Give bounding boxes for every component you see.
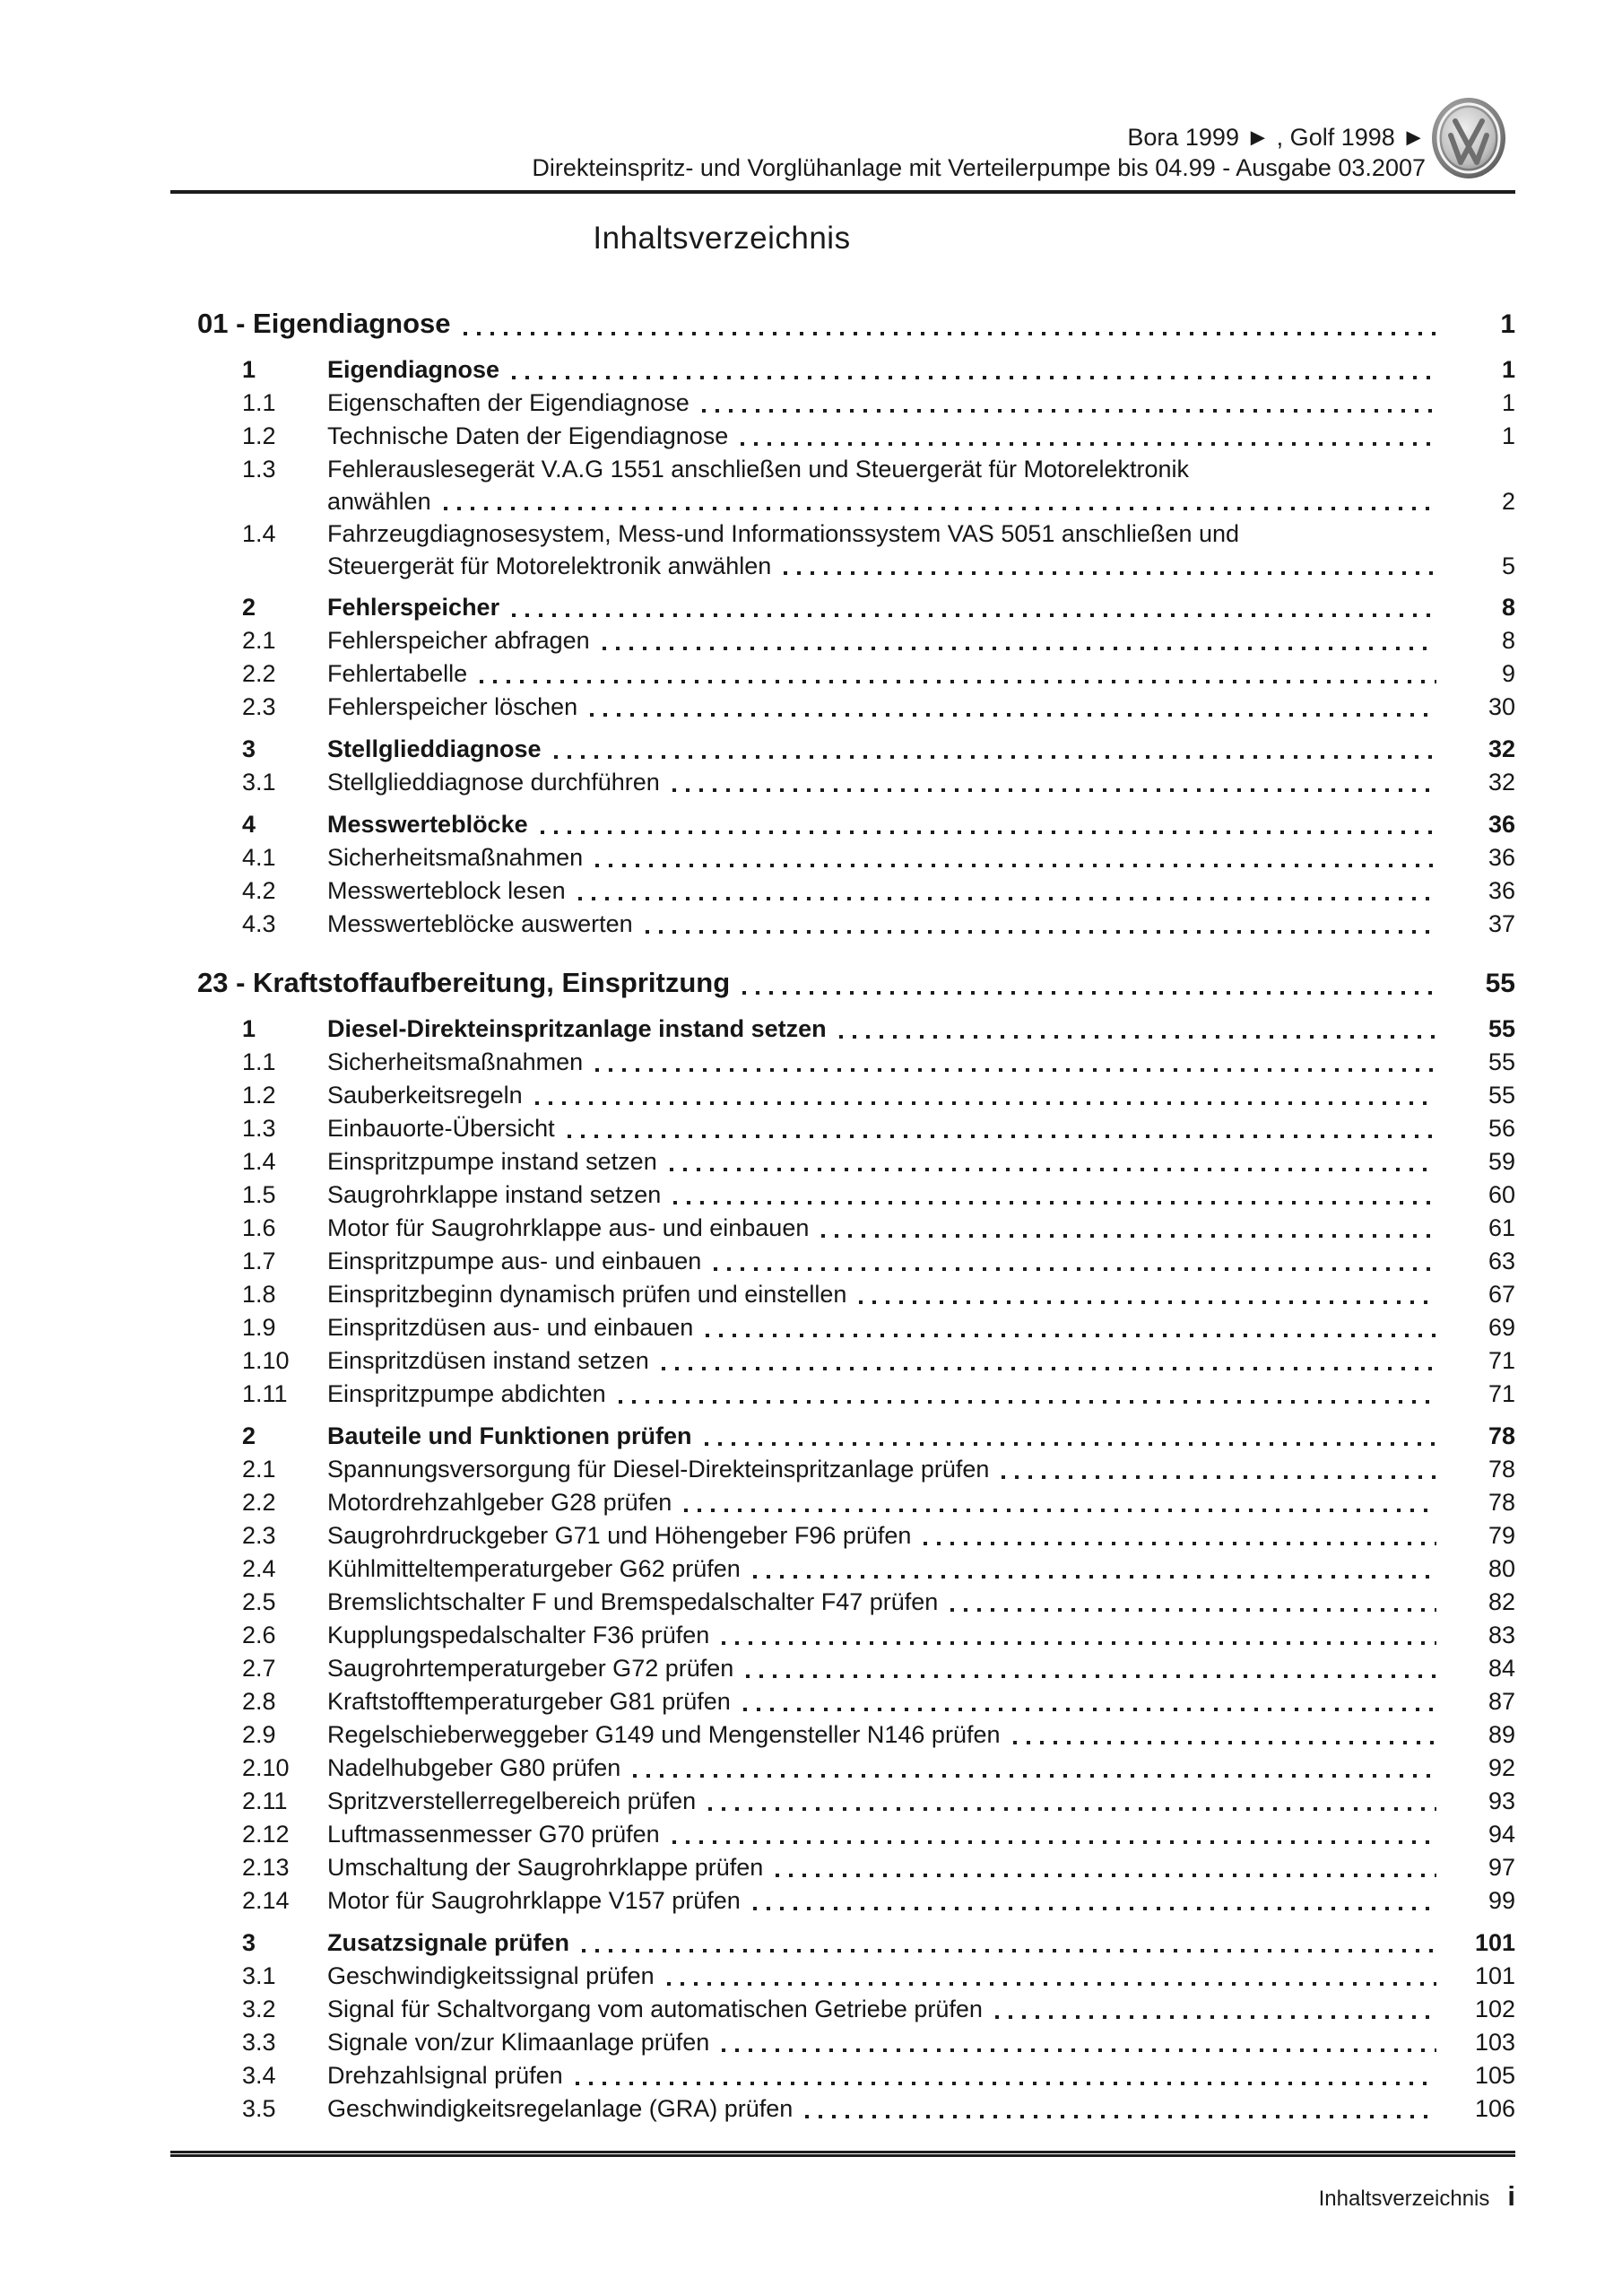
toc-page-number: 36 xyxy=(1488,811,1515,838)
toc-entry-row xyxy=(170,1993,1515,2026)
toc-entry-number: 4.3 xyxy=(242,910,276,937)
toc-entry-title: Kühlmitteltemperaturgeber G62 prüfen xyxy=(327,1555,741,1582)
toc-page-number: 56 xyxy=(1488,1115,1515,1142)
toc-page-number: 105 xyxy=(1474,2062,1515,2089)
toc-entry-row xyxy=(170,1453,1515,1486)
toc-section xyxy=(170,303,1515,941)
toc-entry-title: Einspritzpumpe aus- und einbauen xyxy=(327,1248,702,1274)
dot-leader xyxy=(743,1708,1436,1711)
toc-page-number: 9 xyxy=(1501,660,1515,687)
toc-page-number: 78 xyxy=(1488,1489,1515,1516)
toc-entry-number: 2.11 xyxy=(242,1787,288,1814)
toc-entry-title: Sauberkeitsregeln xyxy=(327,1082,523,1109)
toc-entry-number: 4 xyxy=(242,811,256,838)
toc-page-number: 71 xyxy=(1488,1380,1515,1407)
dot-leader xyxy=(554,755,1436,759)
toc-entry-title: Nadelhubgeber G80 prüfen xyxy=(327,1754,621,1781)
toc-page-number: 8 xyxy=(1501,594,1515,621)
dot-leader xyxy=(753,1575,1436,1578)
dot-leader xyxy=(746,1674,1436,1678)
dot-leader xyxy=(705,1442,1437,1446)
toc-entry-title: Steuergerät für Motorelektronik anwählen xyxy=(327,552,772,579)
toc-entry-number: 1.3 xyxy=(242,456,276,483)
toc-entry-title: Einbauorte-Übersicht xyxy=(327,1115,555,1142)
toc-entry-number: 3.1 xyxy=(242,769,276,796)
toc-entry-row xyxy=(170,808,1515,841)
toc-page-number: 103 xyxy=(1474,2029,1515,2056)
toc-entry-row xyxy=(170,1420,1515,1453)
toc-page-number: 106 xyxy=(1474,2095,1515,2122)
toc-page-number: 55 xyxy=(1488,1082,1515,1109)
toc-entry-title: Kupplungspedalschalter F36 prüfen xyxy=(327,1622,710,1648)
toc-entry-row xyxy=(170,691,1515,724)
toc-entry-row xyxy=(170,766,1515,799)
toc-entry-number: 2.13 xyxy=(242,1854,290,1881)
toc-entry-title: Bremslichtschalter F und Bremspedalschalter F47 prüfen xyxy=(327,1588,939,1615)
toc-entry-row xyxy=(170,1884,1515,1918)
toc-page-number: 32 xyxy=(1488,769,1515,796)
toc-entry-row xyxy=(170,1178,1515,1212)
footer-page-number: i xyxy=(1507,2180,1515,2212)
toc-entry-number: 2.6 xyxy=(242,1622,276,1648)
toc-entry-title: Diesel-Direkteinspritzanlage instand setzen xyxy=(327,1015,827,1042)
toc-page-number: 59 xyxy=(1488,1148,1515,1175)
toc-entry-title: Signal für Schaltvorgang vom automatischen Getriebe prüfen xyxy=(327,1996,983,2022)
toc-entry-title: Umschaltung der Saugrohrklappe prüfen xyxy=(327,1854,764,1881)
toc-page-number: 93 xyxy=(1488,1787,1515,1814)
toc-entry-number: 2.2 xyxy=(242,1489,276,1516)
toc-entry-row xyxy=(170,387,1515,420)
toc-entry-row xyxy=(170,1619,1515,1652)
toc-entry-row xyxy=(170,1145,1515,1178)
toc-entry-number: 1.7 xyxy=(242,1248,276,1274)
toc-page-number: 92 xyxy=(1488,1754,1515,1781)
toc-entry-row xyxy=(170,1851,1515,1884)
footer-label: Inhaltsverzeichnis xyxy=(1318,2187,1490,2211)
toc-entry-row xyxy=(170,1752,1515,1785)
toc-entry-title: Eigenschaften der Eigendiagnose xyxy=(327,389,690,416)
toc-entry-number: 2 xyxy=(242,1422,256,1449)
toc-entry-number: 1.4 xyxy=(242,1148,276,1175)
toc-page-number: 78 xyxy=(1488,1422,1515,1449)
toc-entry-number: 2.5 xyxy=(242,1588,276,1615)
toc-entry-title: Technische Daten der Eigendiagnose xyxy=(327,422,729,449)
toc-page-number: 2 xyxy=(1501,488,1515,515)
toc-entry-row xyxy=(170,1046,1515,1079)
toc-entry-row xyxy=(170,624,1515,657)
toc-entry-title: Fehlertabelle xyxy=(327,660,468,687)
toc-entry-number: 1.9 xyxy=(242,1314,276,1341)
toc-entry-number: 2.8 xyxy=(242,1688,276,1715)
dot-leader xyxy=(512,376,1436,379)
toc-entry-row xyxy=(170,1344,1515,1378)
toc-entry-number: 2.14 xyxy=(242,1887,290,1914)
toc-entry-title: Messwerteblock lesen xyxy=(327,877,566,904)
toc-entry-number: 1.1 xyxy=(242,389,276,416)
toc-entry-number: 1.2 xyxy=(242,422,276,449)
toc-entry-row xyxy=(170,1685,1515,1718)
toc-entry-row xyxy=(170,733,1515,766)
toc-entry-number: 1.2 xyxy=(242,1082,276,1109)
dot-leader xyxy=(595,1068,1436,1072)
page-header xyxy=(170,0,1515,194)
toc-entry-number: 3.3 xyxy=(242,2029,276,2056)
dot-leader xyxy=(742,991,1436,995)
dot-leader xyxy=(950,1608,1436,1612)
toc-page-number: 1 xyxy=(1501,356,1515,383)
toc-entry-row xyxy=(170,353,1515,387)
dot-leader xyxy=(722,2048,1436,2052)
toc-entry-title: Einspritzdüsen aus- und einbauen xyxy=(327,1314,694,1341)
toc-entry-title: Messwerteblöcke xyxy=(327,811,528,838)
toc-entry-title: Kraftstofftemperaturgeber G81 prüfen xyxy=(327,1688,731,1715)
toc-page-number: 55 xyxy=(1488,1015,1515,1042)
toc-entry-row xyxy=(170,1552,1515,1586)
toc-entry-title: Fehlerauslesegerät V.A.G 1551 anschließen und Steuergerät für Motorelektronik xyxy=(327,456,1190,483)
dot-leader xyxy=(633,1774,1436,1778)
dot-leader xyxy=(444,507,1436,510)
dot-leader xyxy=(839,1035,1436,1039)
toc-entry-number: 2.10 xyxy=(242,1754,290,1781)
toc-entry-number: 3 xyxy=(242,735,256,762)
toc-entry-row xyxy=(170,1960,1515,1993)
dot-leader xyxy=(1013,1741,1437,1744)
toc-entry-title: Regelschieberweggeber G149 und Mengensteller N146 prüfen xyxy=(327,1721,1001,1748)
dot-leader xyxy=(776,1874,1436,1877)
dot-leader xyxy=(541,831,1436,834)
dot-leader xyxy=(1002,1475,1436,1479)
toc-page-number: 84 xyxy=(1488,1655,1515,1682)
toc-entry-title: anwählen xyxy=(327,488,431,515)
toc-entry-title: Einspritzbeginn dynamisch prüfen und einstellen xyxy=(327,1281,847,1308)
toc-entry-title: Fehlerspeicher abfragen xyxy=(327,627,590,654)
toc-page-number: 78 xyxy=(1488,1456,1515,1483)
toc-entry-number: 1.10 xyxy=(242,1347,290,1374)
toc-entry-title: Einspritzdüsen instand setzen xyxy=(327,1347,649,1374)
toc-entry-title: Motor für Saugrohrklappe aus- und einbauen xyxy=(327,1214,810,1241)
toc-entry-number: 1.11 xyxy=(242,1380,288,1407)
footer-rule xyxy=(170,2151,1515,2157)
toc-entry-title: Geschwindigkeitssignal prüfen xyxy=(327,1962,655,1989)
toc-page-number: 71 xyxy=(1488,1347,1515,1374)
toc-entry-row xyxy=(170,2026,1515,2059)
toc-entry-number: 2.1 xyxy=(242,1456,276,1483)
dot-leader xyxy=(670,1168,1436,1171)
toc-entry-number: 3.2 xyxy=(242,1996,276,2022)
dot-leader xyxy=(662,1367,1436,1370)
dot-leader xyxy=(741,442,1436,446)
toc-page-number: 69 xyxy=(1488,1314,1515,1341)
toc-entry-title: Sicherheitsmaßnahmen xyxy=(327,1048,584,1075)
toc-page-number: 32 xyxy=(1488,735,1515,762)
dot-leader xyxy=(619,1400,1436,1404)
toc-entry-row xyxy=(170,874,1515,908)
toc-entry-title: Saugrohrtemperaturgeber G72 prüfen xyxy=(327,1655,734,1682)
toc-chapter-row xyxy=(170,303,1515,344)
toc-entry-row xyxy=(170,1519,1515,1552)
toc-entry-row xyxy=(170,1278,1515,1311)
dot-leader xyxy=(582,1949,1436,1952)
toc-page-number: 101 xyxy=(1474,1929,1515,1956)
toc-entry-number: 1.8 xyxy=(242,1281,276,1308)
toc-entry-number: 1.3 xyxy=(242,1115,276,1142)
dot-leader xyxy=(535,1101,1436,1105)
toc-chapter-row xyxy=(170,962,1515,1004)
toc xyxy=(170,303,1515,2126)
toc-entry-row xyxy=(170,2092,1515,2126)
toc-entry-row xyxy=(170,1586,1515,1619)
toc-page-number: 87 xyxy=(1488,1688,1515,1715)
toc-page-number: 55 xyxy=(1488,1048,1515,1075)
toc-entry-title: Fahrzeugdiagnosesystem, Mess-und Informationssystem VAS 5051 anschließen und xyxy=(327,520,1240,547)
toc-entry-number: 3.1 xyxy=(242,1962,276,1989)
toc-page-number: 67 xyxy=(1488,1281,1515,1308)
toc-entry-title: Spannungsversorgung für Diesel-Direkteinspritzanlage prüfen xyxy=(327,1456,990,1483)
dot-leader xyxy=(924,1542,1436,1545)
toc-page-number: 102 xyxy=(1474,1996,1515,2022)
toc-entry-number: 2.3 xyxy=(242,1522,276,1549)
toc-entry-title: Bauteile und Funktionen prüfen xyxy=(327,1422,692,1449)
header-text xyxy=(532,122,1426,183)
toc-entry-title: Stellglieddiagnose durchführen xyxy=(327,769,660,796)
toc-entry-title: Drehzahlsignal prüfen xyxy=(327,2062,563,2089)
toc-entry-row xyxy=(170,1311,1515,1344)
dot-leader xyxy=(702,409,1436,413)
toc-page-number: 36 xyxy=(1488,877,1515,904)
toc-section xyxy=(170,962,1515,2126)
toc-entry-title: Geschwindigkeitsregelanlage (GRA) prüfen xyxy=(327,2095,794,2122)
toc-entry-number: 2.4 xyxy=(242,1555,276,1582)
page-title: Inhaltsverzeichnis xyxy=(593,221,851,256)
dot-leader xyxy=(646,930,1436,934)
toc-entry-title: Signale von/zur Klimaanlage prüfen xyxy=(327,2029,710,2056)
toc-entry-row xyxy=(170,1718,1515,1752)
toc-entry-row xyxy=(170,453,1515,485)
dot-leader xyxy=(673,1201,1436,1205)
toc-page-number: 101 xyxy=(1474,1962,1515,1989)
toc-entry-number: 2 xyxy=(242,594,256,621)
toc-entry-title: Fehlerspeicher xyxy=(327,594,500,621)
dot-leader xyxy=(568,1135,1436,1138)
toc-page-number: 1 xyxy=(1501,389,1515,416)
toc-entry-row xyxy=(170,1785,1515,1818)
toc-entry-row xyxy=(170,1926,1515,1960)
dot-leader xyxy=(995,2015,1436,2019)
dot-leader xyxy=(722,1641,1436,1645)
dot-leader xyxy=(821,1234,1436,1238)
toc-entry-number: 1.6 xyxy=(242,1214,276,1241)
toc-entry-title: Motor für Saugrohrklappe V157 prüfen xyxy=(327,1887,741,1914)
toc-entry-row xyxy=(170,420,1515,453)
toc-page-number: 99 xyxy=(1488,1887,1515,1914)
toc-entry-title: Stellglieddiagnose xyxy=(327,735,542,762)
toc-page-number: 60 xyxy=(1488,1181,1515,1208)
toc-page-number: 5 xyxy=(1501,552,1515,579)
toc-entry-number: 2.12 xyxy=(242,1821,290,1848)
toc-entry-number: 3 xyxy=(242,1929,256,1956)
dot-leader xyxy=(859,1300,1436,1304)
toc-page-number: 82 xyxy=(1488,1588,1515,1615)
toc-entry-row xyxy=(170,1112,1515,1145)
toc-entry-title: Luftmassenmesser G70 prüfen xyxy=(327,1821,660,1848)
toc-entry-title: Spritzverstellerregelbereich prüfen xyxy=(327,1787,697,1814)
dot-leader xyxy=(667,1982,1436,1986)
dot-leader xyxy=(714,1267,1436,1271)
toc-entry-title: Fehlerspeicher löschen xyxy=(327,693,578,720)
toc-entry-number: 3.4 xyxy=(242,2062,276,2089)
toc-page-number: 36 xyxy=(1488,844,1515,871)
toc-entry-title: Saugrohrklappe instand setzen xyxy=(327,1181,662,1208)
toc-entry-number: 2.1 xyxy=(242,627,276,654)
toc-entry-title: Einspritzpumpe instand setzen xyxy=(327,1148,657,1175)
toc-page-number: 63 xyxy=(1488,1248,1515,1274)
toc-entry-row xyxy=(170,591,1515,624)
toc-page-number: 94 xyxy=(1488,1821,1515,1848)
dot-leader xyxy=(708,1807,1436,1811)
toc-entry-row xyxy=(170,841,1515,874)
toc-entry-title: Eigendiagnose xyxy=(327,356,500,383)
dot-leader xyxy=(578,897,1436,900)
toc-entry-row xyxy=(170,2059,1515,2092)
toc-entry-row xyxy=(170,1212,1515,1245)
dot-leader xyxy=(805,2115,1436,2118)
dot-leader xyxy=(784,571,1436,575)
dot-leader xyxy=(576,2082,1436,2085)
toc-entry-row xyxy=(170,1245,1515,1278)
toc-entry-row xyxy=(170,1818,1515,1851)
dot-leader xyxy=(512,613,1436,617)
toc-entry-title: Sicherheitsmaßnahmen xyxy=(327,844,584,871)
toc-page-number: 55 xyxy=(1485,969,1515,998)
toc-entry-title: Einspritzpumpe abdichten xyxy=(327,1380,606,1407)
toc-entry-number: 3.5 xyxy=(242,2095,276,2122)
toc-entry-number: 2.2 xyxy=(242,660,276,687)
title-area xyxy=(170,221,1515,257)
toc-entry-row xyxy=(170,1079,1515,1112)
toc-entry-row xyxy=(170,908,1515,941)
toc-entry-row xyxy=(170,485,1515,517)
toc-page-number: 80 xyxy=(1488,1555,1515,1582)
toc-entry-row xyxy=(170,517,1515,550)
toc-page-number: 61 xyxy=(1488,1214,1515,1241)
dot-leader xyxy=(595,864,1436,867)
dot-leader xyxy=(672,1840,1436,1844)
toc-entry-number: 1.4 xyxy=(242,520,276,547)
toc-entry-number: 2.3 xyxy=(242,693,276,720)
toc-page-number: 1 xyxy=(1501,422,1515,449)
toc-page-number: 30 xyxy=(1488,693,1515,720)
toc-entry-number: 4.1 xyxy=(242,844,276,871)
toc-chapter-label: 23 - Kraftstoffaufbereitung, Einspritzung xyxy=(197,967,731,998)
toc-entry-title: Motordrehzahlgeber G28 prüfen xyxy=(327,1489,672,1516)
dot-leader xyxy=(603,647,1436,650)
toc-page-number: 37 xyxy=(1488,910,1515,937)
header-models-line: Bora 1999 ► , Golf 1998 ► xyxy=(1127,124,1426,151)
footer-text xyxy=(170,2180,1515,2213)
toc-entry-row xyxy=(170,1652,1515,1685)
toc-entry-number: 2.9 xyxy=(242,1721,276,1748)
vw-logo-icon xyxy=(1431,95,1506,181)
toc-entry-number: 1.1 xyxy=(242,1048,276,1075)
toc-page-number: 97 xyxy=(1488,1854,1515,1881)
toc-entry-number: 1.5 xyxy=(242,1181,276,1208)
toc-entry-title: Zusatzsignale prüfen xyxy=(327,1929,570,1956)
toc-entry-number: 1 xyxy=(242,1015,256,1042)
toc-entry-row xyxy=(170,657,1515,691)
toc-page-number: 83 xyxy=(1488,1622,1515,1648)
dot-leader xyxy=(464,332,1436,335)
toc-page-number: 1 xyxy=(1500,309,1515,339)
toc-entry-number: 4.2 xyxy=(242,877,276,904)
toc-page-number: 8 xyxy=(1501,627,1515,654)
toc-entry-title: Saugrohrdruckgeber G71 und Höhengeber F96 prüfen xyxy=(327,1522,912,1549)
dot-leader xyxy=(706,1334,1436,1337)
page-footer xyxy=(170,2151,1515,2213)
toc-page-number: 89 xyxy=(1488,1721,1515,1748)
dot-leader xyxy=(480,680,1436,683)
toc-chapter-label: 01 - Eigendiagnose xyxy=(197,308,451,339)
dot-leader xyxy=(590,713,1436,717)
toc-entry-row xyxy=(170,550,1515,582)
toc-entry-row xyxy=(170,1013,1515,1046)
toc-entry-number: 2.7 xyxy=(242,1655,276,1682)
dot-leader xyxy=(684,1509,1436,1512)
dot-leader xyxy=(672,788,1436,792)
header-subtitle-line: Direkteinspritz- und Vorglühanlage mit Verteilerpumpe bis 04.99 - Ausgabe 03.2007 xyxy=(532,154,1426,181)
toc-page-number: 79 xyxy=(1488,1522,1515,1549)
toc-entry-row xyxy=(170,1486,1515,1519)
toc-entry-row xyxy=(170,1378,1515,1411)
dot-leader xyxy=(753,1907,1436,1910)
toc-entry-number: 1 xyxy=(242,356,256,383)
toc-entry-title: Messwerteblöcke auswerten xyxy=(327,910,633,937)
